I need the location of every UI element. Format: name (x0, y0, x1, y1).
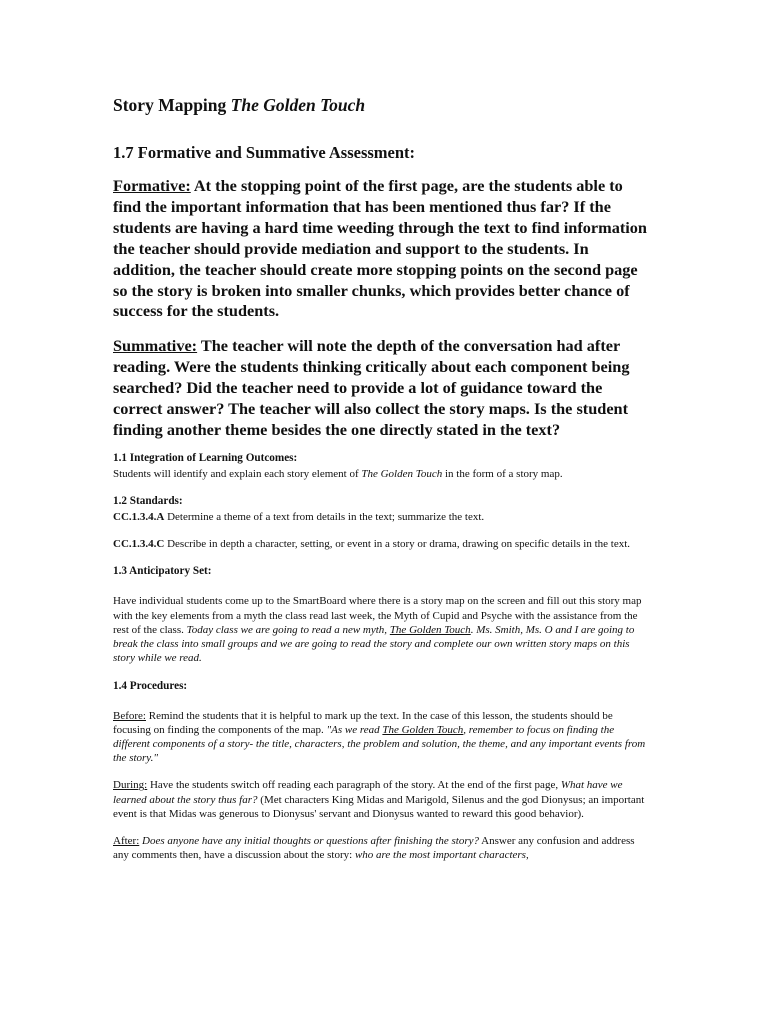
standards-heading: 1.2 Standards: (113, 495, 183, 508)
standard-code: CC.1.3.4.C (113, 538, 165, 551)
formative-text: At the stopping point of the first page, are the students able to find the important information that has been mentioned thus far? If the students are having a hard time weeding through the text to find information the teacher should provide mediation and support to the students. In addition, the teacher should create more stopping points on the second page so the story is broken into smaller chunks, which provides better chance of success for the students. (113, 176, 647, 321)
after-question-2: who are the most important characters, (354, 849, 529, 862)
during-text: Have the students switch off reading each paragraph of the story. At the end of the first page, (147, 779, 561, 792)
during-label: During: (113, 779, 148, 792)
summative-paragraph (113, 336, 653, 441)
summative-label: Summative: (113, 336, 198, 356)
procedures-heading: 1.4 Procedures: (113, 679, 188, 692)
document-title (113, 94, 653, 116)
procedure-during-paragraph (113, 778, 653, 821)
procedure-before-paragraph (113, 709, 653, 766)
standard-text: Determine a theme of a text from details in the text; summarize the text. (164, 511, 485, 524)
before-label: Before: (113, 709, 146, 722)
during-text-after: (Met characters King Midas and Marigold, Silenus and the god Dionysus; an important event is that Midas was generous to Dionysus' servant and Dionysus wanted to reward this good behavior). (113, 793, 645, 820)
after-label: After: (113, 834, 140, 847)
integration-heading: 1.1 Integration of Learning Outcomes: (113, 451, 298, 464)
integration-paragraph (113, 467, 653, 481)
integration-text-after: in the form of a story map. (442, 467, 563, 480)
integration-text-before: Students will identify and explain each story element of (113, 467, 362, 480)
anticipatory-quote-1: Today class we are going to read a new myth, (186, 623, 390, 636)
before-quote-2: , remember to focus on finding the different components of a story- the title, characters, the problem and solution, the theme, and any important events from the story." (113, 723, 646, 765)
anticipatory-paragraph (113, 594, 653, 665)
after-text: Answer any confusion and address any comments then, have a discussion about the story: (113, 834, 635, 862)
before-quote-1: "As we read (326, 723, 383, 736)
after-question: Does anyone have any initial thoughts or questions after finishing the story? (139, 834, 480, 847)
anticipatory-heading: 1.3 Anticipatory Set: (113, 565, 212, 578)
during-question: What have we learned about the story thus far? (113, 779, 623, 806)
assessment-heading: 1.7 Formative and Summative Assessment: (113, 143, 416, 162)
title-story-name: The Golden Touch (230, 95, 366, 115)
procedure-after-paragraph (113, 834, 653, 862)
formative-paragraph (113, 176, 653, 322)
formative-label: Formative: (113, 176, 191, 195)
standard-text: Describe in depth a character, setting, or event in a story or drama, drawing on specific details in the text. (164, 538, 631, 551)
anticipatory-quote-2: . Ms. Smith, Ms. O and I are going to break the class into small groups and we are going to read the story and complete our own written story maps on this story while we read. (113, 623, 635, 665)
standard-item (113, 537, 653, 551)
integration-story-name: The Golden Touch (361, 467, 443, 480)
title-prefix: Story Mapping (113, 95, 231, 115)
before-text: Remind the students that it is helpful to mark up the text. In the case of this lesson, the students should be focusing on finding the components of the map. (113, 709, 613, 736)
standard-code: CC.1.3.4.A (113, 511, 165, 524)
anticipatory-text: Have individual students come up to the SmartBoard where there is a story map on the screen and fill out this story map with the key elements from a myth the class read last week, the Myth of Cupid and Psyche with the assistance from the rest of the class. (113, 595, 642, 636)
anticipatory-story-name: The Golden Touch (389, 623, 471, 636)
summative-text: The teacher will note the depth of the conversation had after reading. Were the students thinking critically about each component being searched? Did the teacher need to provide a lot of guidance toward the correct answer? The teacher will also collect the story maps. Is the student finding another theme besides the one directly stated in the text? (113, 336, 630, 439)
before-story-name: The Golden Touch (382, 723, 464, 736)
standard-item (113, 510, 653, 524)
